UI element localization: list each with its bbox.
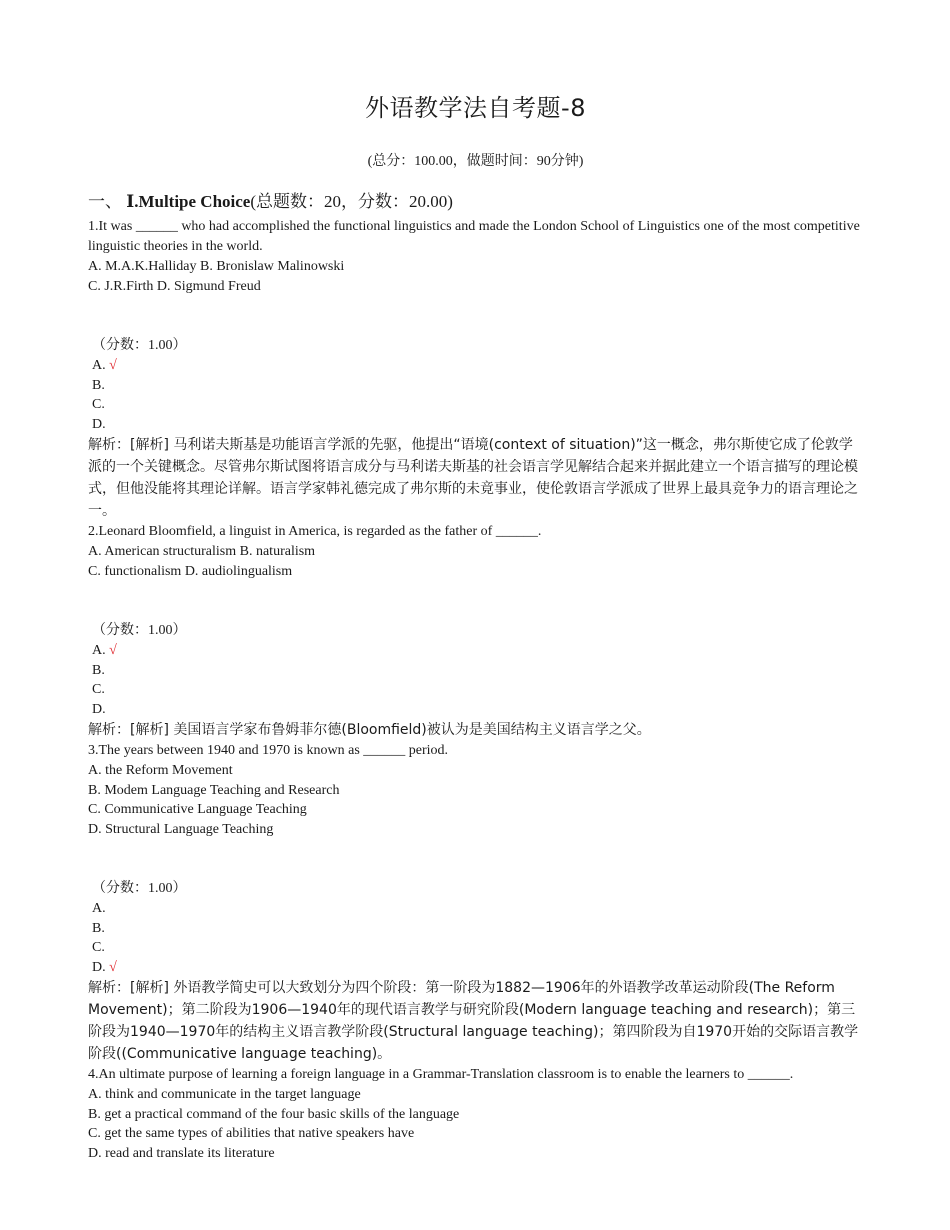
answer-option-d: D. <box>92 701 106 717</box>
option-line: C. functionalism D. audiolingualism <box>88 563 293 579</box>
correct-check-icon: √ <box>109 959 117 975</box>
spacer <box>88 296 863 336</box>
answer-option-c: C. <box>92 397 105 412</box>
answer-option-a: A. <box>92 901 106 916</box>
option-line: B. get a practical command of the four basic skills of the language <box>88 1106 460 1122</box>
option-line: C. J.R.Firth D. Sigmund Freud <box>88 278 261 294</box>
question-stem: 1.It was ______ who had accomplished the functional linguistics and made the London School of Linguistics one of the most competitive linguistic theories in the world. <box>88 219 860 254</box>
question-1 <box>88 217 863 522</box>
answer-option-d: D. <box>92 416 106 432</box>
answer-option-c: C. <box>92 940 105 955</box>
question-3 <box>88 741 863 1065</box>
score-label: （分数：1.00） <box>92 623 187 638</box>
answer-letter: A. <box>92 643 106 658</box>
question-list <box>88 217 863 1163</box>
answer-option-c: C. <box>92 682 105 697</box>
question-stem: 4.An ultimate purpose of learning a foreign language in a Grammar-Translation classroom is to enable the learners to ______. <box>88 1067 794 1082</box>
question-stem: 3.The years between 1940 and 1970 is known as ______ period. <box>88 743 449 758</box>
section-heading <box>88 187 453 212</box>
option-line: A. M.A.K.Halliday B. Bronislaw Malinowski <box>88 259 345 274</box>
answer-option-a <box>88 641 863 661</box>
option-line: A. American structuralism B. naturalism <box>88 544 316 559</box>
option-line: A. think and communicate in the target language <box>88 1087 361 1102</box>
analysis-body: [解析] 美国语言学家布鲁姆菲尔德(Bloomfield)被认为是美国结构主义语言学之父。 <box>130 722 651 738</box>
analysis-text <box>88 977 863 1065</box>
exam-meta: (总分：100.00，做题时间：90分钟) <box>367 154 584 169</box>
question-2 <box>88 522 863 741</box>
analysis-body: [解析] 马利诺夫斯基是功能语言学派的先驱，他提出“语境(context of situation)”这一概念，弗尔斯使它成了伦敦学派的一个关键概念。尽管弗尔斯试图将语言成分与马利诺夫斯基的社会语言学见解结合起来并据此建立一个语言描写的理论模式，但他没能将其理论详解。语言学家韩礼德完成了弗尔斯的未竟事业，使伦敦语言学派成了世界上最具竞争力的语言理论之一。 <box>88 437 858 519</box>
answer-option-b: B. <box>92 920 105 936</box>
section-info: (总题数：20，分数：20.00) <box>250 192 453 211</box>
question-stem: 2.Leonard Bloomfield, a linguist in America, is regarded as the father of ______. <box>88 524 542 539</box>
correct-check-icon: √ <box>109 358 117 373</box>
option-line: C. Communicative Language Teaching <box>88 802 307 817</box>
spacer <box>88 581 863 621</box>
answer-option-d <box>88 958 863 978</box>
correct-check-icon: √ <box>109 643 117 658</box>
answer-option-b: B. <box>92 662 105 678</box>
answer-option-a <box>88 356 863 376</box>
answer-letter: D. <box>92 959 106 975</box>
question-4 <box>88 1065 863 1163</box>
score-label: （分数：1.00） <box>92 338 187 353</box>
answer-option-b: B. <box>92 377 105 393</box>
option-line: C. get the same types of abilities that native speakers have <box>88 1126 415 1141</box>
analysis-text <box>88 434 863 522</box>
spacer <box>88 839 863 879</box>
analysis-text <box>88 719 863 741</box>
analysis-body: [解析] 外语教学简史可以大致划分为四个阶段：第一阶段为1882—1906年的外语教学改革运动阶段(The Reform Movement)；第二阶段为1906—1940年的现代语言教学与研究阶段(Modern language teaching and research)；第三阶段为1940—1970年的结构主义语言教学阶段(Structural language teaching)；第四阶段为自1970开始的交际语言教学阶段((Communicative language teaching)。 <box>88 980 859 1062</box>
option-line: A. the Reform Movement <box>88 763 233 778</box>
section-title: Ⅰ.Multipe Choice <box>126 192 251 211</box>
answer-letter: A. <box>92 358 106 373</box>
analysis-label: 解析： <box>88 437 130 453</box>
option-line: B. Modem Language Teaching and Research <box>88 782 340 798</box>
section-number: 一、 <box>88 192 122 212</box>
analysis-label: 解析： <box>88 722 130 738</box>
analysis-label: 解析： <box>88 980 130 996</box>
option-line: D. Structural Language Teaching <box>88 821 274 837</box>
option-line: D. read and translate its literature <box>88 1145 275 1161</box>
score-label: （分数：1.00） <box>92 881 187 896</box>
document-title: 外语教学法自考题-8 <box>365 94 586 122</box>
